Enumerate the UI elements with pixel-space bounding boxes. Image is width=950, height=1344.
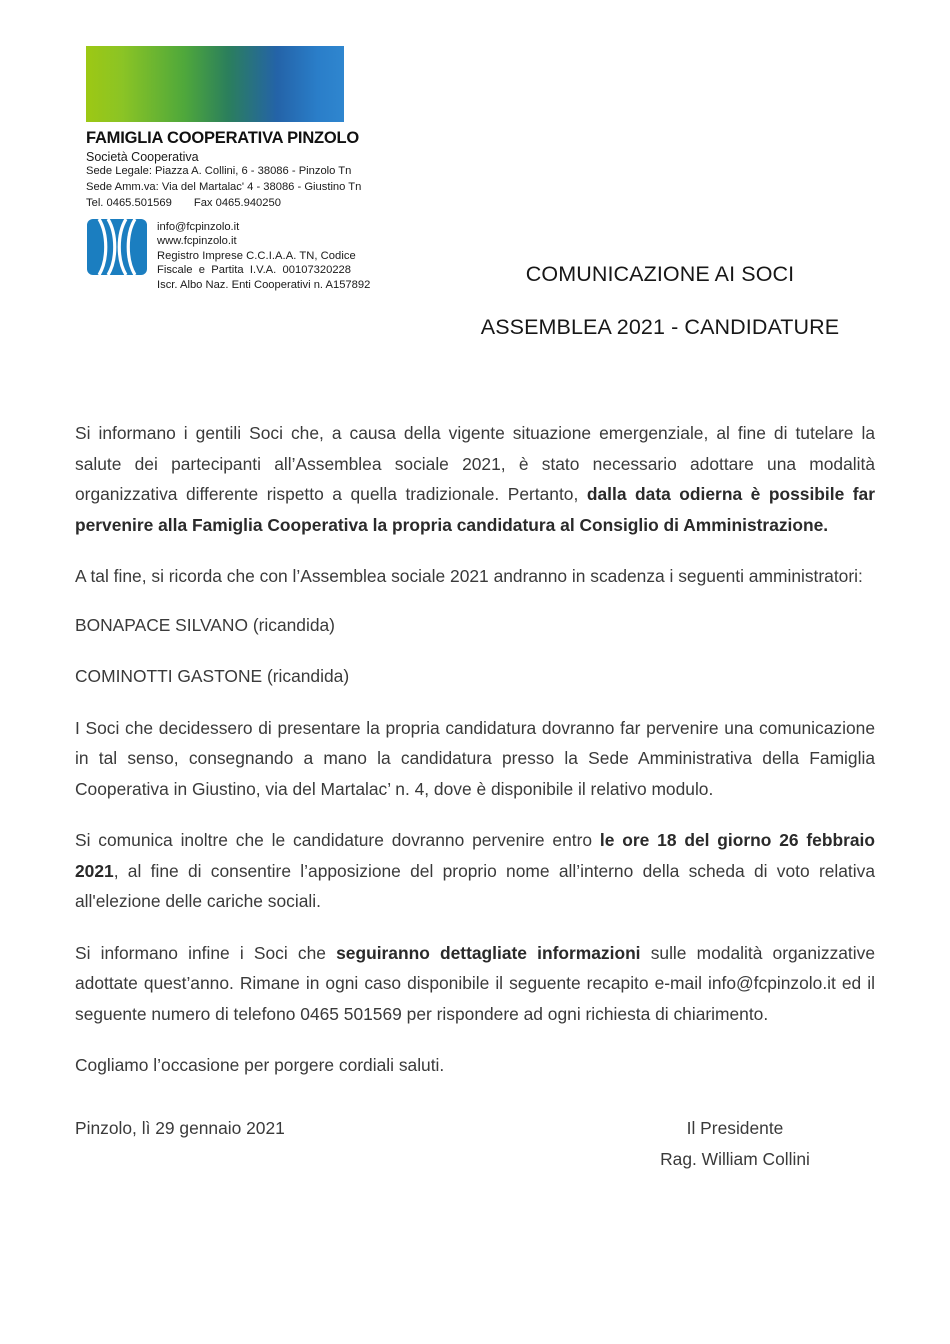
document-body (75, 418, 875, 1102)
registry-line-3: Iscr. Albo Naz. Enti Cooperativi n. A157892 (157, 278, 371, 291)
cooperative-logo-icon (86, 218, 148, 276)
page-subtitle: ASSEMBLEA 2021 - CANDIDATURE (480, 315, 840, 339)
address-legal: Sede Legale: Piazza A. Collini, 6 - 38086 - Pinzolo Tn (86, 165, 352, 177)
paragraph-closing: Cogliamo l’occasione per porgere cordiali saluti. (75, 1055, 445, 1075)
signature-role: Il Presidente (686, 1118, 784, 1138)
fax-value: Fax 0465.940250 (193, 197, 281, 209)
paragraph-deadline (75, 825, 875, 917)
document-footer (75, 1113, 875, 1174)
signature-block (595, 1113, 875, 1174)
phone-fax-line (86, 196, 386, 212)
email-value: info@fcpinzolo.it (157, 220, 240, 233)
signature-name: Rag. William Collini (660, 1148, 810, 1169)
paragraph-expiring-administrators: A tal fine, si ricorda che con l’Assemblea sociale 2021 andranno in scadenza i seguenti amministratori: (75, 566, 863, 586)
document-title-block (420, 262, 900, 340)
footer-row (75, 1113, 875, 1174)
page-title: COMUNICAZIONE AI SOCI (525, 262, 795, 286)
company-name: FAMIGLIA COOPERATIVA PINZOLO (86, 129, 360, 147)
paragraph-further-info (75, 938, 875, 1030)
paragraph-intro-text: Si informano i gentili Soci che, a causa della vigente situazione emergenziale, al fine di tutelare la salute dei partecipanti all’Assemblea sociale 2021, è stato necessario adottare una modalità organizzativa differente rispetto a quella tradizionale. Pertanto, (75, 423, 875, 504)
telephone-value: Tel. 0465.501569 (86, 197, 172, 209)
paragraph-deadline-text-before: Si comunica inoltre che le candidature dovranno pervenire entro (75, 830, 600, 850)
deadline-emphasis: le ore 18 del giorno 26 febbraio 2021 (75, 830, 875, 881)
company-subtitle: Società Cooperativa (86, 150, 199, 164)
place-and-date: Pinzolo, lì 29 gennaio 2021 (75, 1118, 285, 1138)
address-admin: Sede Amm.va: Via del Martalac' 4 - 38086 - Giustino Tn (86, 180, 362, 193)
paragraph-further-info-after: sulle modalità organizzative adottate quest’anno. Rimane in ogni caso disponibile il seguente recapito e-mail info@fcpinzolo.it ed il seguente numero di telefono 0465 501569 per rispondere ad ogni richiesta di chiarimento. (75, 942, 875, 1024)
paragraph-submission-instructions: I Soci che decidessero di presentare la propria candidatura dovranno far pervenire una comunicazione in tal senso, consegnando a mano la candidatura presso la Sede Amministrativa della Famiglia Cooperativa in Giustino, via del Martalac’ n. 4, dove è disponibile il relativo modulo. (75, 717, 875, 799)
registry-line-2: Fiscale e Partita I.V.A. 00107320228 (157, 264, 351, 277)
contact-text (157, 218, 370, 293)
paragraph-further-info-before: Si informano infine i Soci che (75, 942, 337, 963)
registry-line-1: Registro Imprese C.C.I.A.A. TN, Codice (157, 249, 356, 262)
paragraph-intro-emphasis: dalla data odierna è possibile far pervenire alla Famiglia Cooperativa la propria candidatura al Consiglio di Amministrazione. (75, 484, 876, 535)
contact-block (86, 218, 386, 293)
further-info-emphasis: seguiranno dettagliate informazioni (336, 942, 641, 963)
administrator-name-2: COMINOTTI GASTONE (ricandida) (75, 666, 350, 686)
paragraph-intro (75, 418, 875, 540)
letterhead (86, 46, 386, 292)
logo-gradient-banner (86, 46, 344, 122)
paragraph-deadline-text-after: , al fine di consentire l’apposizione del proprio nome all’interno della scheda di voto relativa all'elezione delle cariche sociali. (75, 860, 875, 911)
administrator-name-1: BONAPACE SILVANO (ricandida) (75, 614, 335, 635)
website-value: www.fcpinzolo.it (157, 235, 237, 248)
